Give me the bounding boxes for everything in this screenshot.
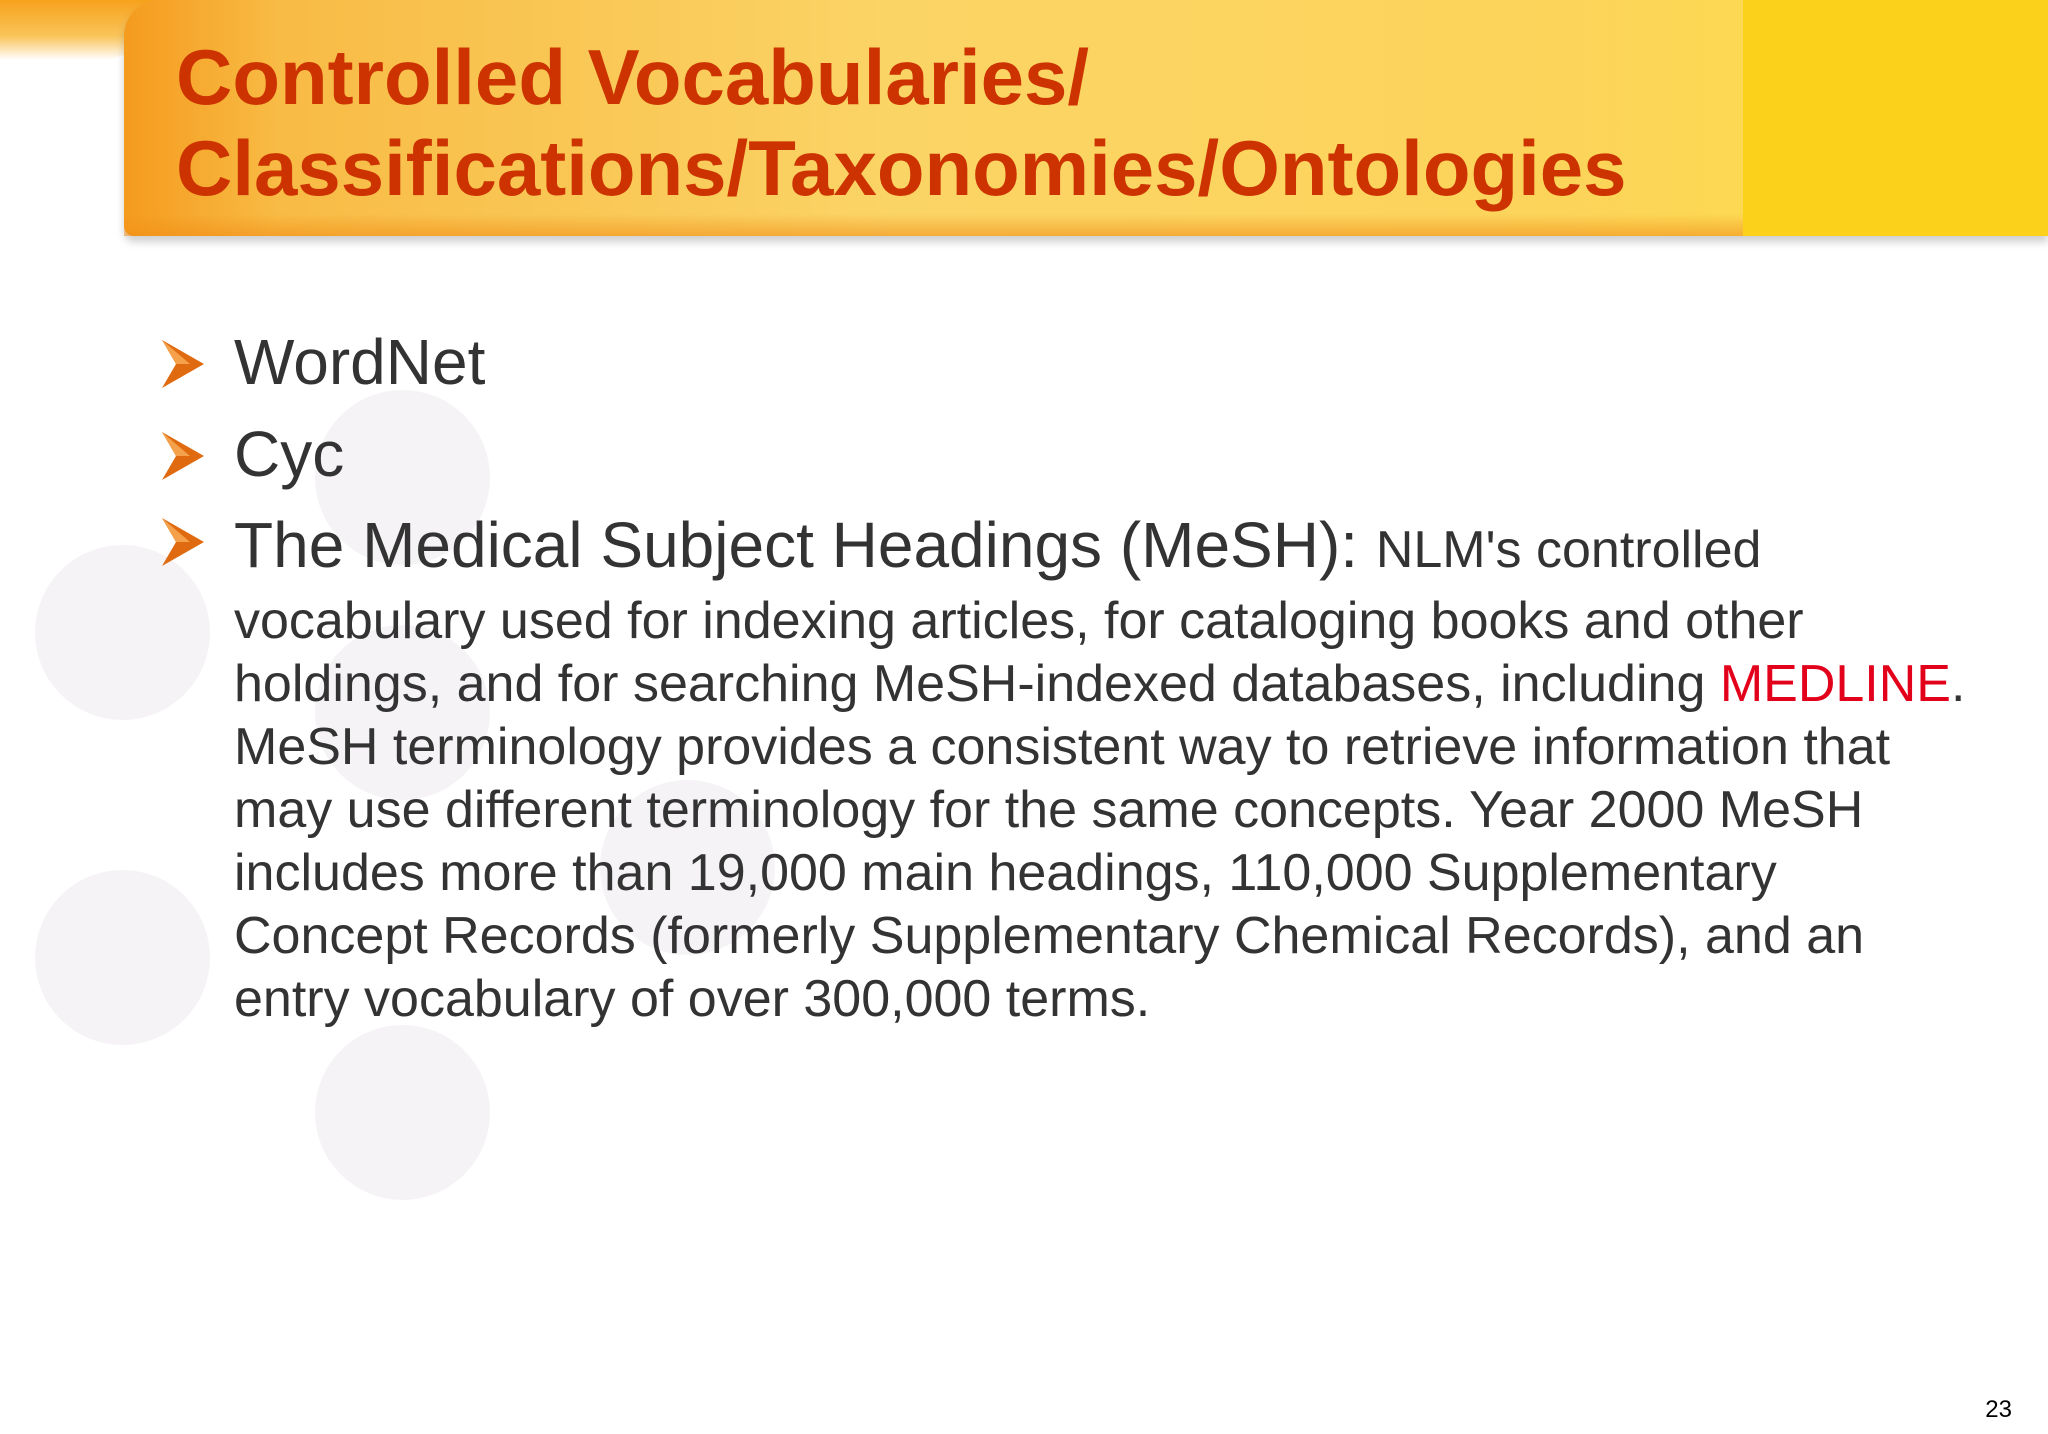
slide-title — [176, 32, 1627, 214]
slide-title-line-2: Classifications/Taxonomies/Ontologies — [176, 124, 1627, 212]
decor-circle — [315, 1025, 490, 1200]
arrow-bullet-icon — [160, 338, 206, 390]
mesh-paragraph — [234, 500, 1980, 1031]
bullet-text: Cyc — [234, 418, 345, 490]
medline-highlight: MEDLINE — [1719, 655, 1951, 713]
bullet-item-cyc — [160, 408, 1980, 500]
arrow-bullet-icon — [160, 430, 206, 482]
arrow-bullet-icon — [160, 516, 206, 568]
bullet-text: WordNet — [234, 326, 486, 398]
slide-title-line-1: Controlled Vocabularies/ — [176, 33, 1090, 121]
title-banner — [0, 0, 2048, 250]
mesh-description-end: . MeSH terminology provides a consistent way to retrieve information that may use different terminology for the same concepts. Year 2000 MeSH includes more than 19,000 main headings, 110,000 Supplementary Concept Records (formerly Supplementary Chemical Records), and an entry vocabulary of over 300,000 terms. — [234, 655, 1966, 1028]
page-number: 23 — [1985, 1396, 2012, 1423]
mesh-description-start: NLM's controlled vocabulary used for indexing articles, for cataloging books and other holdings, and for searching MeSH-indexed databases, including — [234, 521, 1804, 713]
mesh-heading: The Medical Subject Headings (MeSH): — [234, 509, 1376, 581]
bullet-item-mesh — [160, 500, 1980, 1031]
banner-accent-block — [1743, 0, 2048, 236]
bullet-item-wordnet — [160, 316, 1980, 408]
bullet-list — [160, 316, 1980, 1031]
